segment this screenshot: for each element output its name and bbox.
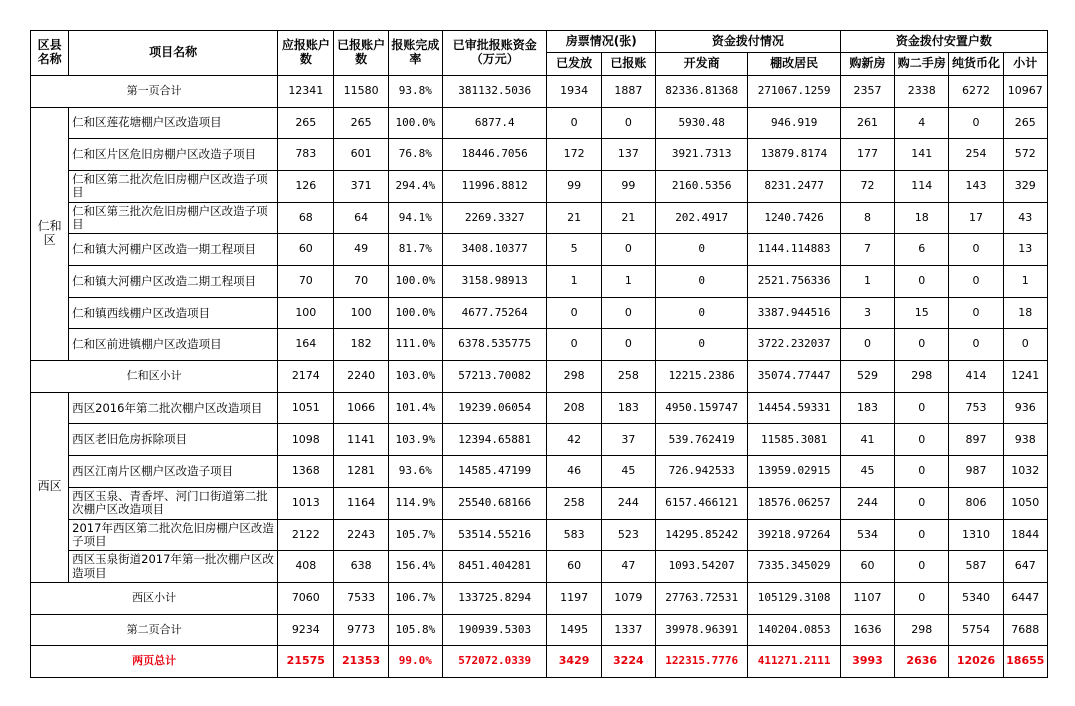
page1-total-row-approved: 381132.5036: [442, 76, 547, 108]
header-residents: 棚改居民: [748, 53, 840, 76]
cell-residents: 39218.97264: [748, 519, 840, 551]
renhe-subtotal-row-developer: 12215.2386: [655, 361, 747, 393]
cell-residents: 2521.756336: [748, 266, 840, 298]
cell-second-hand: 114: [895, 171, 949, 203]
cell-approved: 53514.55216: [442, 519, 547, 551]
cell-issued: 208: [547, 392, 601, 424]
page1-total-row: [31, 76, 1048, 108]
cell-second-hand: 0: [895, 424, 949, 456]
cell-subtotal: 1050: [1003, 487, 1047, 519]
project-name: 西区2016年第二批次棚户区改造项目: [69, 392, 278, 424]
renhe-subtotal-row-new-house: 529: [840, 361, 894, 393]
page2-total-row-cash: 5754: [949, 614, 1003, 646]
cell-reported: 64: [334, 202, 388, 234]
cell-second-hand: 4: [895, 107, 949, 139]
cell-approved: 4677.75264: [442, 297, 547, 329]
cell-residents: 14454.59331: [748, 392, 840, 424]
cell-issued: 0: [547, 297, 601, 329]
cell-residents: 11585.3081: [748, 424, 840, 456]
cell-rate: 100.0%: [388, 297, 442, 329]
project-name: 仁和区第二批次危旧房棚户区改造子项目: [69, 171, 278, 203]
cell-reported: 1141: [334, 424, 388, 456]
cell-approved: 14585.47199: [442, 456, 547, 488]
cell-new-house: 1: [840, 266, 894, 298]
cell-developer: 1093.54207: [655, 551, 747, 583]
table-row: [31, 424, 1048, 456]
xiqu-subtotal-row-developer: 27763.72531: [655, 582, 747, 614]
grand-total-row-invoice-reported: 3224: [601, 646, 655, 678]
cell-new-house: 177: [840, 139, 894, 171]
cell-second-hand: 0: [895, 456, 949, 488]
cell-residents: 8231.2477: [748, 171, 840, 203]
table-row: [31, 551, 1048, 583]
cell-reported: 265: [334, 107, 388, 139]
page1-total-row-invoice-reported: 1887: [601, 76, 655, 108]
grand-total-row-approved: 572072.0339: [442, 646, 547, 678]
project-name: 西区玉泉、青香坪、河门口街道第二批次棚户区改造项目: [69, 487, 278, 519]
cell-cash: 587: [949, 551, 1003, 583]
cell-residents: 1240.7426: [748, 202, 840, 234]
header-new-house: 购新房: [840, 53, 894, 76]
page2-total-row-subtotal: 7688: [1003, 614, 1047, 646]
grand-total-row-issued: 3429: [547, 646, 601, 678]
cell-reported: 1066: [334, 392, 388, 424]
cell-second-hand: 0: [895, 266, 949, 298]
cell-approved: 2269.3327: [442, 202, 547, 234]
cell-due: 60: [278, 234, 334, 266]
cell-issued: 172: [547, 139, 601, 171]
xiqu-subtotal-row-due: 7060: [278, 582, 334, 614]
page2-total-row: [31, 614, 1048, 646]
page2-total-row-approved: 190939.5303: [442, 614, 547, 646]
renhe-subtotal-row-rate: 103.0%: [388, 361, 442, 393]
page2-total-row-label: 第二页合计: [31, 614, 278, 646]
cell-developer: 3921.7313: [655, 139, 747, 171]
project-name: 仁和区前进镇棚户区改造项目: [69, 329, 278, 361]
xiqu-subtotal-row-invoice-reported: 1079: [601, 582, 655, 614]
grand-total-row-cash: 12026: [949, 646, 1003, 678]
cell-rate: 156.4%: [388, 551, 442, 583]
cell-subtotal: 572: [1003, 139, 1047, 171]
header-cash: 纯货币化: [949, 53, 1003, 76]
table-row: [31, 519, 1048, 551]
renhe-subtotal-row-due: 2174: [278, 361, 334, 393]
cell-rate: 81.7%: [388, 234, 442, 266]
cell-approved: 11996.8812: [442, 171, 547, 203]
cell-cash: 143: [949, 171, 1003, 203]
page1-total-row-subtotal: 10967: [1003, 76, 1047, 108]
table-row: [31, 202, 1048, 234]
cell-invoice-reported: 21: [601, 202, 655, 234]
renhe-subtotal-row-issued: 298: [547, 361, 601, 393]
cell-rate: 114.9%: [388, 487, 442, 519]
cell-reported: 601: [334, 139, 388, 171]
cell-invoice-reported: 99: [601, 171, 655, 203]
cell-subtotal: 647: [1003, 551, 1047, 583]
xiqu-subtotal-row-rate: 106.7%: [388, 582, 442, 614]
cell-second-hand: 0: [895, 392, 949, 424]
cell-due: 783: [278, 139, 334, 171]
grand-total-row-reported: 21353: [334, 646, 388, 678]
renhe-subtotal-row-cash: 414: [949, 361, 1003, 393]
cell-second-hand: 0: [895, 551, 949, 583]
header-reported: 已报账户数: [334, 31, 388, 76]
cell-rate: 94.1%: [388, 202, 442, 234]
cell-developer: 0: [655, 329, 747, 361]
cell-developer: 202.4917: [655, 202, 747, 234]
renhe-subtotal-row-invoice-reported: 258: [601, 361, 655, 393]
cell-invoice-reported: 137: [601, 139, 655, 171]
page1-total-row-issued: 1934: [547, 76, 601, 108]
cell-rate: 100.0%: [388, 266, 442, 298]
page2-total-row-residents: 140204.0853: [748, 614, 840, 646]
cell-invoice-reported: 0: [601, 234, 655, 266]
header-rate: 报账完成率: [388, 31, 442, 76]
page1-total-row-new-house: 2357: [840, 76, 894, 108]
cell-invoice-reported: 244: [601, 487, 655, 519]
cell-second-hand: 0: [895, 329, 949, 361]
cell-issued: 46: [547, 456, 601, 488]
table-row: [31, 266, 1048, 298]
cell-cash: 806: [949, 487, 1003, 519]
cell-reported: 2243: [334, 519, 388, 551]
cell-cash: 0: [949, 234, 1003, 266]
table-row: [31, 171, 1048, 203]
table-row: [31, 234, 1048, 266]
header-resettle-group: 资金拨付安置户数: [840, 31, 1047, 53]
cell-cash: 17: [949, 202, 1003, 234]
cell-new-house: 261: [840, 107, 894, 139]
cell-issued: 258: [547, 487, 601, 519]
cell-issued: 42: [547, 424, 601, 456]
cell-issued: 0: [547, 329, 601, 361]
cell-approved: 25540.68166: [442, 487, 547, 519]
cell-new-house: 3: [840, 297, 894, 329]
cell-cash: 753: [949, 392, 1003, 424]
grand-total-row-developer: 122315.7776: [655, 646, 747, 678]
cell-subtotal: 18: [1003, 297, 1047, 329]
renhe-subtotal-row: [31, 361, 1048, 393]
grand-total-row: [31, 646, 1048, 678]
cell-second-hand: 15: [895, 297, 949, 329]
table-row: [31, 107, 1048, 139]
cell-invoice-reported: 183: [601, 392, 655, 424]
cell-subtotal: 936: [1003, 392, 1047, 424]
cell-second-hand: 141: [895, 139, 949, 171]
grand-total-row-rate: 99.0%: [388, 646, 442, 678]
cell-issued: 0: [547, 107, 601, 139]
cell-subtotal: 1: [1003, 266, 1047, 298]
cell-residents: 13959.02915: [748, 456, 840, 488]
header-approved: 已审批报账资金（万元）: [442, 31, 547, 76]
cell-approved: 18446.7056: [442, 139, 547, 171]
cell-residents: 3722.232037: [748, 329, 840, 361]
project-name: 仁和区片区危旧房棚户区改造子项目: [69, 139, 278, 171]
table-row: [31, 392, 1048, 424]
page1-total-row-second-hand: 2338: [895, 76, 949, 108]
header-fund-group: 资金拨付情况: [655, 31, 840, 53]
cell-issued: 60: [547, 551, 601, 583]
page1-total-row-cash: 6272: [949, 76, 1003, 108]
cell-reported: 70: [334, 266, 388, 298]
table-row: [31, 487, 1048, 519]
cell-rate: 100.0%: [388, 107, 442, 139]
cell-due: 70: [278, 266, 334, 298]
table-row: [31, 139, 1048, 171]
cell-due: 1368: [278, 456, 334, 488]
cell-issued: 583: [547, 519, 601, 551]
cell-approved: 12394.65881: [442, 424, 547, 456]
cell-new-house: 45: [840, 456, 894, 488]
cell-cash: 0: [949, 297, 1003, 329]
header-issued: 已发放: [547, 53, 601, 76]
cell-invoice-reported: 45: [601, 456, 655, 488]
renhe-subtotal-row-residents: 35074.77447: [748, 361, 840, 393]
cell-new-house: 0: [840, 329, 894, 361]
page2-total-row-developer: 39978.96391: [655, 614, 747, 646]
table-row: [31, 456, 1048, 488]
project-name: 2017年西区第二批次危旧房棚户区改造子项目: [69, 519, 278, 551]
cell-subtotal: 265: [1003, 107, 1047, 139]
cell-subtotal: 1032: [1003, 456, 1047, 488]
cell-invoice-reported: 1: [601, 266, 655, 298]
xiqu-region-cell: 西区: [31, 392, 69, 582]
cell-new-house: 72: [840, 171, 894, 203]
cell-rate: 76.8%: [388, 139, 442, 171]
cell-subtotal: 329: [1003, 171, 1047, 203]
header-row-1: [31, 31, 1048, 53]
cell-issued: 21: [547, 202, 601, 234]
cell-invoice-reported: 0: [601, 297, 655, 329]
cell-second-hand: 0: [895, 487, 949, 519]
xiqu-subtotal-row-label: 西区小计: [31, 582, 278, 614]
cell-due: 100: [278, 297, 334, 329]
project-name: 仁和镇西线棚户区改造项目: [69, 297, 278, 329]
cell-reported: 100: [334, 297, 388, 329]
cell-due: 1051: [278, 392, 334, 424]
page1-total-row-rate: 93.8%: [388, 76, 442, 108]
cell-issued: 5: [547, 234, 601, 266]
cell-rate: 103.9%: [388, 424, 442, 456]
cell-rate: 294.4%: [388, 171, 442, 203]
cell-due: 1098: [278, 424, 334, 456]
cell-developer: 6157.466121: [655, 487, 747, 519]
xiqu-subtotal-row-new-house: 1107: [840, 582, 894, 614]
cell-residents: 3387.944516: [748, 297, 840, 329]
cell-due: 2122: [278, 519, 334, 551]
header-region: 区县名称: [31, 31, 69, 76]
renhe-subtotal-row-subtotal: 1241: [1003, 361, 1047, 393]
page2-total-row-invoice-reported: 1337: [601, 614, 655, 646]
header-due: 应报账户数: [278, 31, 334, 76]
header-second-hand: 购二手房: [895, 53, 949, 76]
page2-total-row-second-hand: 298: [895, 614, 949, 646]
cell-developer: 4950.159747: [655, 392, 747, 424]
cell-cash: 987: [949, 456, 1003, 488]
cell-developer: 5930.48: [655, 107, 747, 139]
cell-due: 1013: [278, 487, 334, 519]
cell-residents: 7335.345029: [748, 551, 840, 583]
xiqu-subtotal-row-cash: 5340: [949, 582, 1003, 614]
page1-total-row-developer: 82336.81368: [655, 76, 747, 108]
project-name: 仁和区第三批次危旧房棚户区改造子项目: [69, 202, 278, 234]
cell-second-hand: 18: [895, 202, 949, 234]
cell-new-house: 183: [840, 392, 894, 424]
cell-invoice-reported: 37: [601, 424, 655, 456]
project-name: 仁和镇大河棚户区改造一期工程项目: [69, 234, 278, 266]
cell-approved: 3158.98913: [442, 266, 547, 298]
cell-new-house: 534: [840, 519, 894, 551]
header-subtotal: 小计: [1003, 53, 1047, 76]
cell-cash: 0: [949, 329, 1003, 361]
cell-second-hand: 0: [895, 519, 949, 551]
grand-total-row-due: 21575: [278, 646, 334, 678]
cell-invoice-reported: 0: [601, 329, 655, 361]
cell-cash: 897: [949, 424, 1003, 456]
header-project: 项目名称: [69, 31, 278, 76]
cell-developer: 726.942533: [655, 456, 747, 488]
cell-subtotal: 0: [1003, 329, 1047, 361]
xiqu-subtotal-row-reported: 7533: [334, 582, 388, 614]
cell-new-house: 8: [840, 202, 894, 234]
grand-total-row-subtotal: 18655: [1003, 646, 1047, 678]
cell-due: 164: [278, 329, 334, 361]
cell-approved: 19239.06054: [442, 392, 547, 424]
page2-total-row-rate: 105.8%: [388, 614, 442, 646]
renhe-subtotal-row-second-hand: 298: [895, 361, 949, 393]
cell-reported: 49: [334, 234, 388, 266]
cell-approved: 6378.535775: [442, 329, 547, 361]
grand-total-row-label: 两页总计: [31, 646, 278, 678]
cell-new-house: 41: [840, 424, 894, 456]
xiqu-subtotal-row-residents: 105129.3108: [748, 582, 840, 614]
cell-developer: 0: [655, 234, 747, 266]
page2-total-row-reported: 9773: [334, 614, 388, 646]
cell-due: 126: [278, 171, 334, 203]
cell-developer: 0: [655, 266, 747, 298]
cell-new-house: 60: [840, 551, 894, 583]
header-invoice-reported: 已报账: [601, 53, 655, 76]
cell-due: 408: [278, 551, 334, 583]
cell-residents: 946.919: [748, 107, 840, 139]
project-name: 仁和区莲花塘棚户区改造项目: [69, 107, 278, 139]
cell-new-house: 244: [840, 487, 894, 519]
cell-rate: 93.6%: [388, 456, 442, 488]
cell-rate: 101.4%: [388, 392, 442, 424]
grand-total-row-second-hand: 2636: [895, 646, 949, 678]
xiqu-subtotal-row-second-hand: 0: [895, 582, 949, 614]
cell-developer: 539.762419: [655, 424, 747, 456]
renhe-subtotal-row-approved: 57213.70082: [442, 361, 547, 393]
cell-subtotal: 1844: [1003, 519, 1047, 551]
xiqu-subtotal-row-issued: 1197: [547, 582, 601, 614]
cell-cash: 1310: [949, 519, 1003, 551]
table-row: [31, 329, 1048, 361]
project-name: 西区老旧危房拆除项目: [69, 424, 278, 456]
xiqu-subtotal-row-subtotal: 6447: [1003, 582, 1047, 614]
grand-total-row-new-house: 3993: [840, 646, 894, 678]
xiqu-subtotal-row-approved: 133725.8294: [442, 582, 547, 614]
project-name: 西区玉泉街道2017年第一批次棚户区改造项目: [69, 551, 278, 583]
grand-total-row-residents: 411271.2111: [748, 646, 840, 678]
cell-rate: 105.7%: [388, 519, 442, 551]
cell-subtotal: 13: [1003, 234, 1047, 266]
cell-cash: 0: [949, 107, 1003, 139]
cell-approved: 6877.4: [442, 107, 547, 139]
cell-issued: 1: [547, 266, 601, 298]
cell-reported: 182: [334, 329, 388, 361]
cell-issued: 99: [547, 171, 601, 203]
cell-due: 265: [278, 107, 334, 139]
cell-developer: 0: [655, 297, 747, 329]
renhe-region-cell: 仁和区: [31, 107, 69, 360]
cell-developer: 2160.5356: [655, 171, 747, 203]
page1-total-row-reported: 11580: [334, 76, 388, 108]
cell-new-house: 7: [840, 234, 894, 266]
renhe-subtotal-row-reported: 2240: [334, 361, 388, 393]
header-developer: 开发商: [655, 53, 747, 76]
page2-total-row-new-house: 1636: [840, 614, 894, 646]
page1-total-row-due: 12341: [278, 76, 334, 108]
page1-total-row-label: 第一页合计: [31, 76, 278, 108]
table-row: [31, 297, 1048, 329]
cell-reported: 371: [334, 171, 388, 203]
cell-invoice-reported: 0: [601, 107, 655, 139]
page1-total-row-residents: 271067.1259: [748, 76, 840, 108]
cell-due: 68: [278, 202, 334, 234]
project-name: 西区江南片区棚户区改造子项目: [69, 456, 278, 488]
cell-invoice-reported: 523: [601, 519, 655, 551]
cell-second-hand: 6: [895, 234, 949, 266]
cell-developer: 14295.85242: [655, 519, 747, 551]
cell-invoice-reported: 47: [601, 551, 655, 583]
header-invoice-group: 房票情况(张): [547, 31, 656, 53]
cell-approved: 3408.10377: [442, 234, 547, 266]
cell-subtotal: 938: [1003, 424, 1047, 456]
page2-total-row-due: 9234: [278, 614, 334, 646]
cell-subtotal: 43: [1003, 202, 1047, 234]
cell-cash: 254: [949, 139, 1003, 171]
cell-reported: 638: [334, 551, 388, 583]
cell-reported: 1164: [334, 487, 388, 519]
cell-reported: 1281: [334, 456, 388, 488]
cell-residents: 13879.8174: [748, 139, 840, 171]
cell-residents: 1144.114883: [748, 234, 840, 266]
cell-cash: 0: [949, 266, 1003, 298]
project-name: 仁和镇大河棚户区改造二期工程项目: [69, 266, 278, 298]
cell-residents: 18576.06257: [748, 487, 840, 519]
xiqu-subtotal-row: [31, 582, 1048, 614]
cell-approved: 8451.404281: [442, 551, 547, 583]
page2-total-row-issued: 1495: [547, 614, 601, 646]
funding-table: [30, 30, 1048, 678]
cell-rate: 111.0%: [388, 329, 442, 361]
renhe-subtotal-row-label: 仁和区小计: [31, 361, 278, 393]
